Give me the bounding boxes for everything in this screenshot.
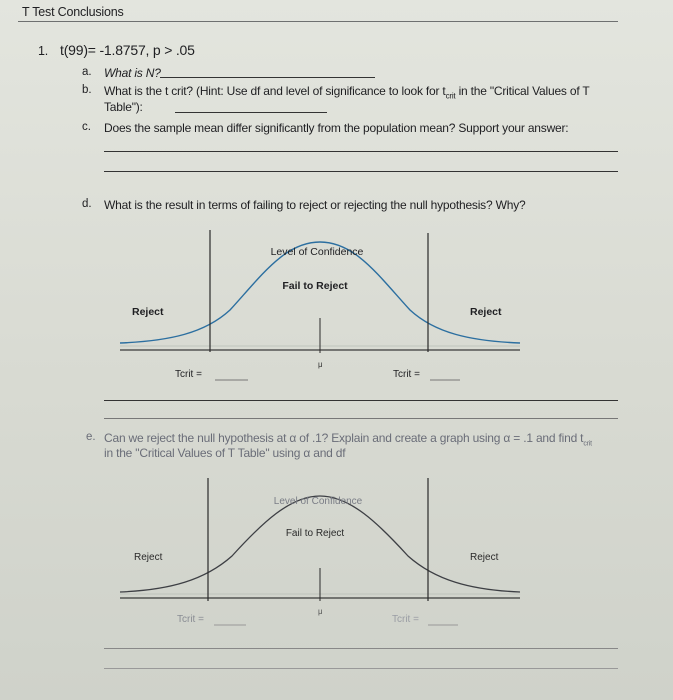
part-d-text: What is the result in terms of failing to reject or rejecting the null hypothesis? Why? [104,198,526,212]
part-c-text: Does the sample mean differ significantly from the population mean? Support your answer: [104,121,569,135]
part-c-answer-line-1[interactable] [104,151,618,152]
part-b-answer-line[interactable] [175,112,327,113]
graph-d-reject-right: Reject [470,306,502,318]
part-b-text-line2: Table"): [104,100,143,114]
part-e-text-line1: Can we reject the null hypothesis at α of .1? Explain and create a graph using α = .1 and find t [104,431,584,445]
graph-d-tcrit-right: Tcrit = [393,369,420,380]
graph-e-tcrit-left: Tcrit = [177,614,204,625]
graph-d-fail-to-reject: Fail to Reject [282,280,348,292]
graph-e-mu: μ [318,607,323,616]
part-e-letter: e. [86,431,96,443]
part-d-answer-line-1[interactable] [104,400,618,401]
part-e-text [104,431,592,447]
question-number: 1. [38,44,49,58]
title-rule [18,21,618,22]
graph-e-reject-right: Reject [470,552,499,563]
part-a-letter: a. [82,66,92,78]
graph-e-fail-to-reject: Fail to Reject [285,528,345,539]
part-b-letter: b. [82,84,92,96]
part-e-answer-line-1[interactable] [104,648,618,649]
graph-e-reject-left: Reject [134,552,163,563]
question-statement: t(99)= -1.8757, p > .05 [60,42,195,58]
part-e-answer-line-2[interactable] [104,668,618,669]
part-a-answer-line[interactable] [160,77,375,78]
graph-d-mu: μ [318,360,323,369]
part-b-text [104,84,590,100]
graph-d-tcrit-left: Tcrit = [175,369,202,380]
distribution-graph-d [0,215,673,385]
distribution-graph-e [0,468,673,648]
part-c-answer-line-2[interactable] [104,171,618,172]
part-b-sub: crit [445,91,456,101]
part-e-sub: crit [583,440,592,448]
graph-e-level-of-confidence: Level of Confidence [273,496,363,507]
part-c-letter: c. [82,121,91,133]
part-b-text-end: in the "Critical Values of T [455,84,590,98]
part-a-text: What is N? [104,66,161,80]
graph-e-tcrit-right: Tcrit = [392,614,419,625]
part-b-text-start: What is the t crit? (Hint: Use df and level of significance to look for t [104,84,446,98]
part-e-text-line2: in the "Critical Values of T Table" using α and df [104,446,346,460]
part-d-answer-line-2[interactable] [104,418,618,419]
page-title: T Test Conclusions [22,5,124,19]
graph-d-reject-left: Reject [132,306,164,318]
part-d-letter: d. [82,198,92,210]
graph-d-level-of-confidence: Level of Confidence [270,246,364,258]
